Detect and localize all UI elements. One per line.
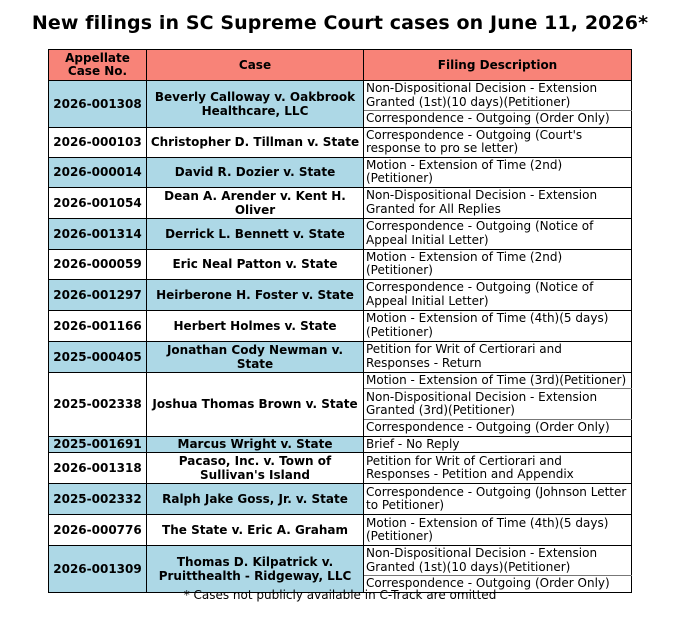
appellate-case-number: 2026-001054 xyxy=(49,187,147,218)
case-name: Jonathan Cody Newman v. State xyxy=(147,341,364,372)
table-row xyxy=(49,81,632,111)
appellate-case-number: 2026-000014 xyxy=(49,157,147,187)
table-row xyxy=(49,436,632,453)
table-row xyxy=(49,515,632,546)
filings-table xyxy=(48,49,632,593)
appellate-case-number: 2026-001318 xyxy=(49,453,147,484)
appellate-case-number: 2026-000776 xyxy=(49,515,147,546)
table-row xyxy=(49,546,632,576)
table-row xyxy=(49,127,632,157)
case-name: Joshua Thomas Brown v. State xyxy=(147,372,364,436)
case-name: Christopher D. Tillman v. State xyxy=(147,127,364,157)
appellate-case-number: 2026-001314 xyxy=(49,218,147,249)
filing-description: Correspondence - Outgoing (Order Only) xyxy=(364,420,632,437)
filing-description: Non-Dispositional Decision - Extension Granted for All Replies xyxy=(364,187,632,218)
table-row xyxy=(49,249,632,279)
header-case: Case xyxy=(147,50,364,81)
case-name: Herbert Holmes v. State xyxy=(147,310,364,341)
case-name: Thomas D. Kilpatrick v. Pruitthealth - Ridgeway, LLC xyxy=(147,546,364,593)
case-name: Marcus Wright v. State xyxy=(147,436,364,453)
table-row xyxy=(49,310,632,341)
case-name: Heirberone H. Foster v. State xyxy=(147,279,364,310)
appellate-case-number: 2025-002332 xyxy=(49,484,147,515)
appellate-case-number: 2026-001308 xyxy=(49,81,147,128)
filing-description: Correspondence - Outgoing (Court's response to pro se letter) xyxy=(364,127,632,157)
filing-description: Non-Dispositional Decision - Extension Granted (3rd)(Petitioner) xyxy=(364,389,632,420)
header-filing-description: Filing Description xyxy=(364,50,632,81)
filing-description: Brief - No Reply xyxy=(364,436,632,453)
header-appellate-case-no: Appellate Case No. xyxy=(49,50,147,81)
appellate-case-number: 2025-000405 xyxy=(49,341,147,372)
filing-description: Correspondence - Outgoing (Order Only) xyxy=(364,576,632,593)
appellate-case-number: 2025-001691 xyxy=(49,436,147,453)
case-name: Derrick L. Bennett v. State xyxy=(147,218,364,249)
footnote: * Cases not publicly available in C-Track are omitted xyxy=(183,588,497,602)
filing-description: Correspondence - Outgoing (Notice of Appeal Initial Letter) xyxy=(364,218,632,249)
appellate-case-number: 2025-002338 xyxy=(49,372,147,436)
case-name: The State v. Eric A. Graham xyxy=(147,515,364,546)
table-row xyxy=(49,157,632,187)
table-body xyxy=(49,81,632,593)
case-name: Ralph Jake Goss, Jr. v. State xyxy=(147,484,364,515)
appellate-case-number: 2026-000103 xyxy=(49,127,147,157)
filing-description: Motion - Extension of Time (3rd)(Petitioner) xyxy=(364,372,632,389)
case-name: Beverly Calloway v. Oakbrook Healthcare, LLC xyxy=(147,81,364,128)
table-row xyxy=(49,484,632,515)
table-row xyxy=(49,279,632,310)
filing-description: Petition for Writ of Certiorari and Responses - Return xyxy=(364,341,632,372)
page-title: New filings in SC Supreme Court cases on June 11, 2026* xyxy=(31,12,649,34)
case-name: Eric Neal Patton v. State xyxy=(147,249,364,279)
table-row xyxy=(49,453,632,484)
filing-description: Correspondence - Outgoing (Johnson Letter to Petitioner) xyxy=(364,484,632,515)
filing-description: Motion - Extension of Time (4th)(5 days)(Petitioner) xyxy=(364,310,632,341)
filing-description: Petition for Writ of Certiorari and Responses - Petition and Appendix xyxy=(364,453,632,484)
appellate-case-number: 2026-001309 xyxy=(49,546,147,593)
filing-description: Non-Dispositional Decision - Extension Granted (1st)(10 days)(Petitioner) xyxy=(364,81,632,111)
case-name: Pacaso, Inc. v. Town of Sullivan's Island xyxy=(147,453,364,484)
table-row xyxy=(49,341,632,372)
filing-description: Non-Dispositional Decision - Extension Granted (1st)(10 days)(Petitioner) xyxy=(364,546,632,576)
table-row xyxy=(49,187,632,218)
appellate-case-number: 2026-001297 xyxy=(49,279,147,310)
filing-description: Motion - Extension of Time (2nd)(Petitioner) xyxy=(364,249,632,279)
table-row xyxy=(49,218,632,249)
filing-description: Motion - Extension of Time (4th)(5 days)(Petitioner) xyxy=(364,515,632,546)
filing-description: Correspondence - Outgoing (Order Only) xyxy=(364,111,632,128)
filing-description: Correspondence - Outgoing (Notice of Appeal Initial Letter) xyxy=(364,279,632,310)
appellate-case-number: 2026-000059 xyxy=(49,249,147,279)
case-name: Dean A. Arender v. Kent H. Oliver xyxy=(147,187,364,218)
table-row xyxy=(49,372,632,389)
case-name: David R. Dozier v. State xyxy=(147,157,364,187)
appellate-case-number: 2026-001166 xyxy=(49,310,147,341)
table-header-row xyxy=(49,50,632,81)
filing-description: Motion - Extension of Time (2nd)(Petitioner) xyxy=(364,157,632,187)
